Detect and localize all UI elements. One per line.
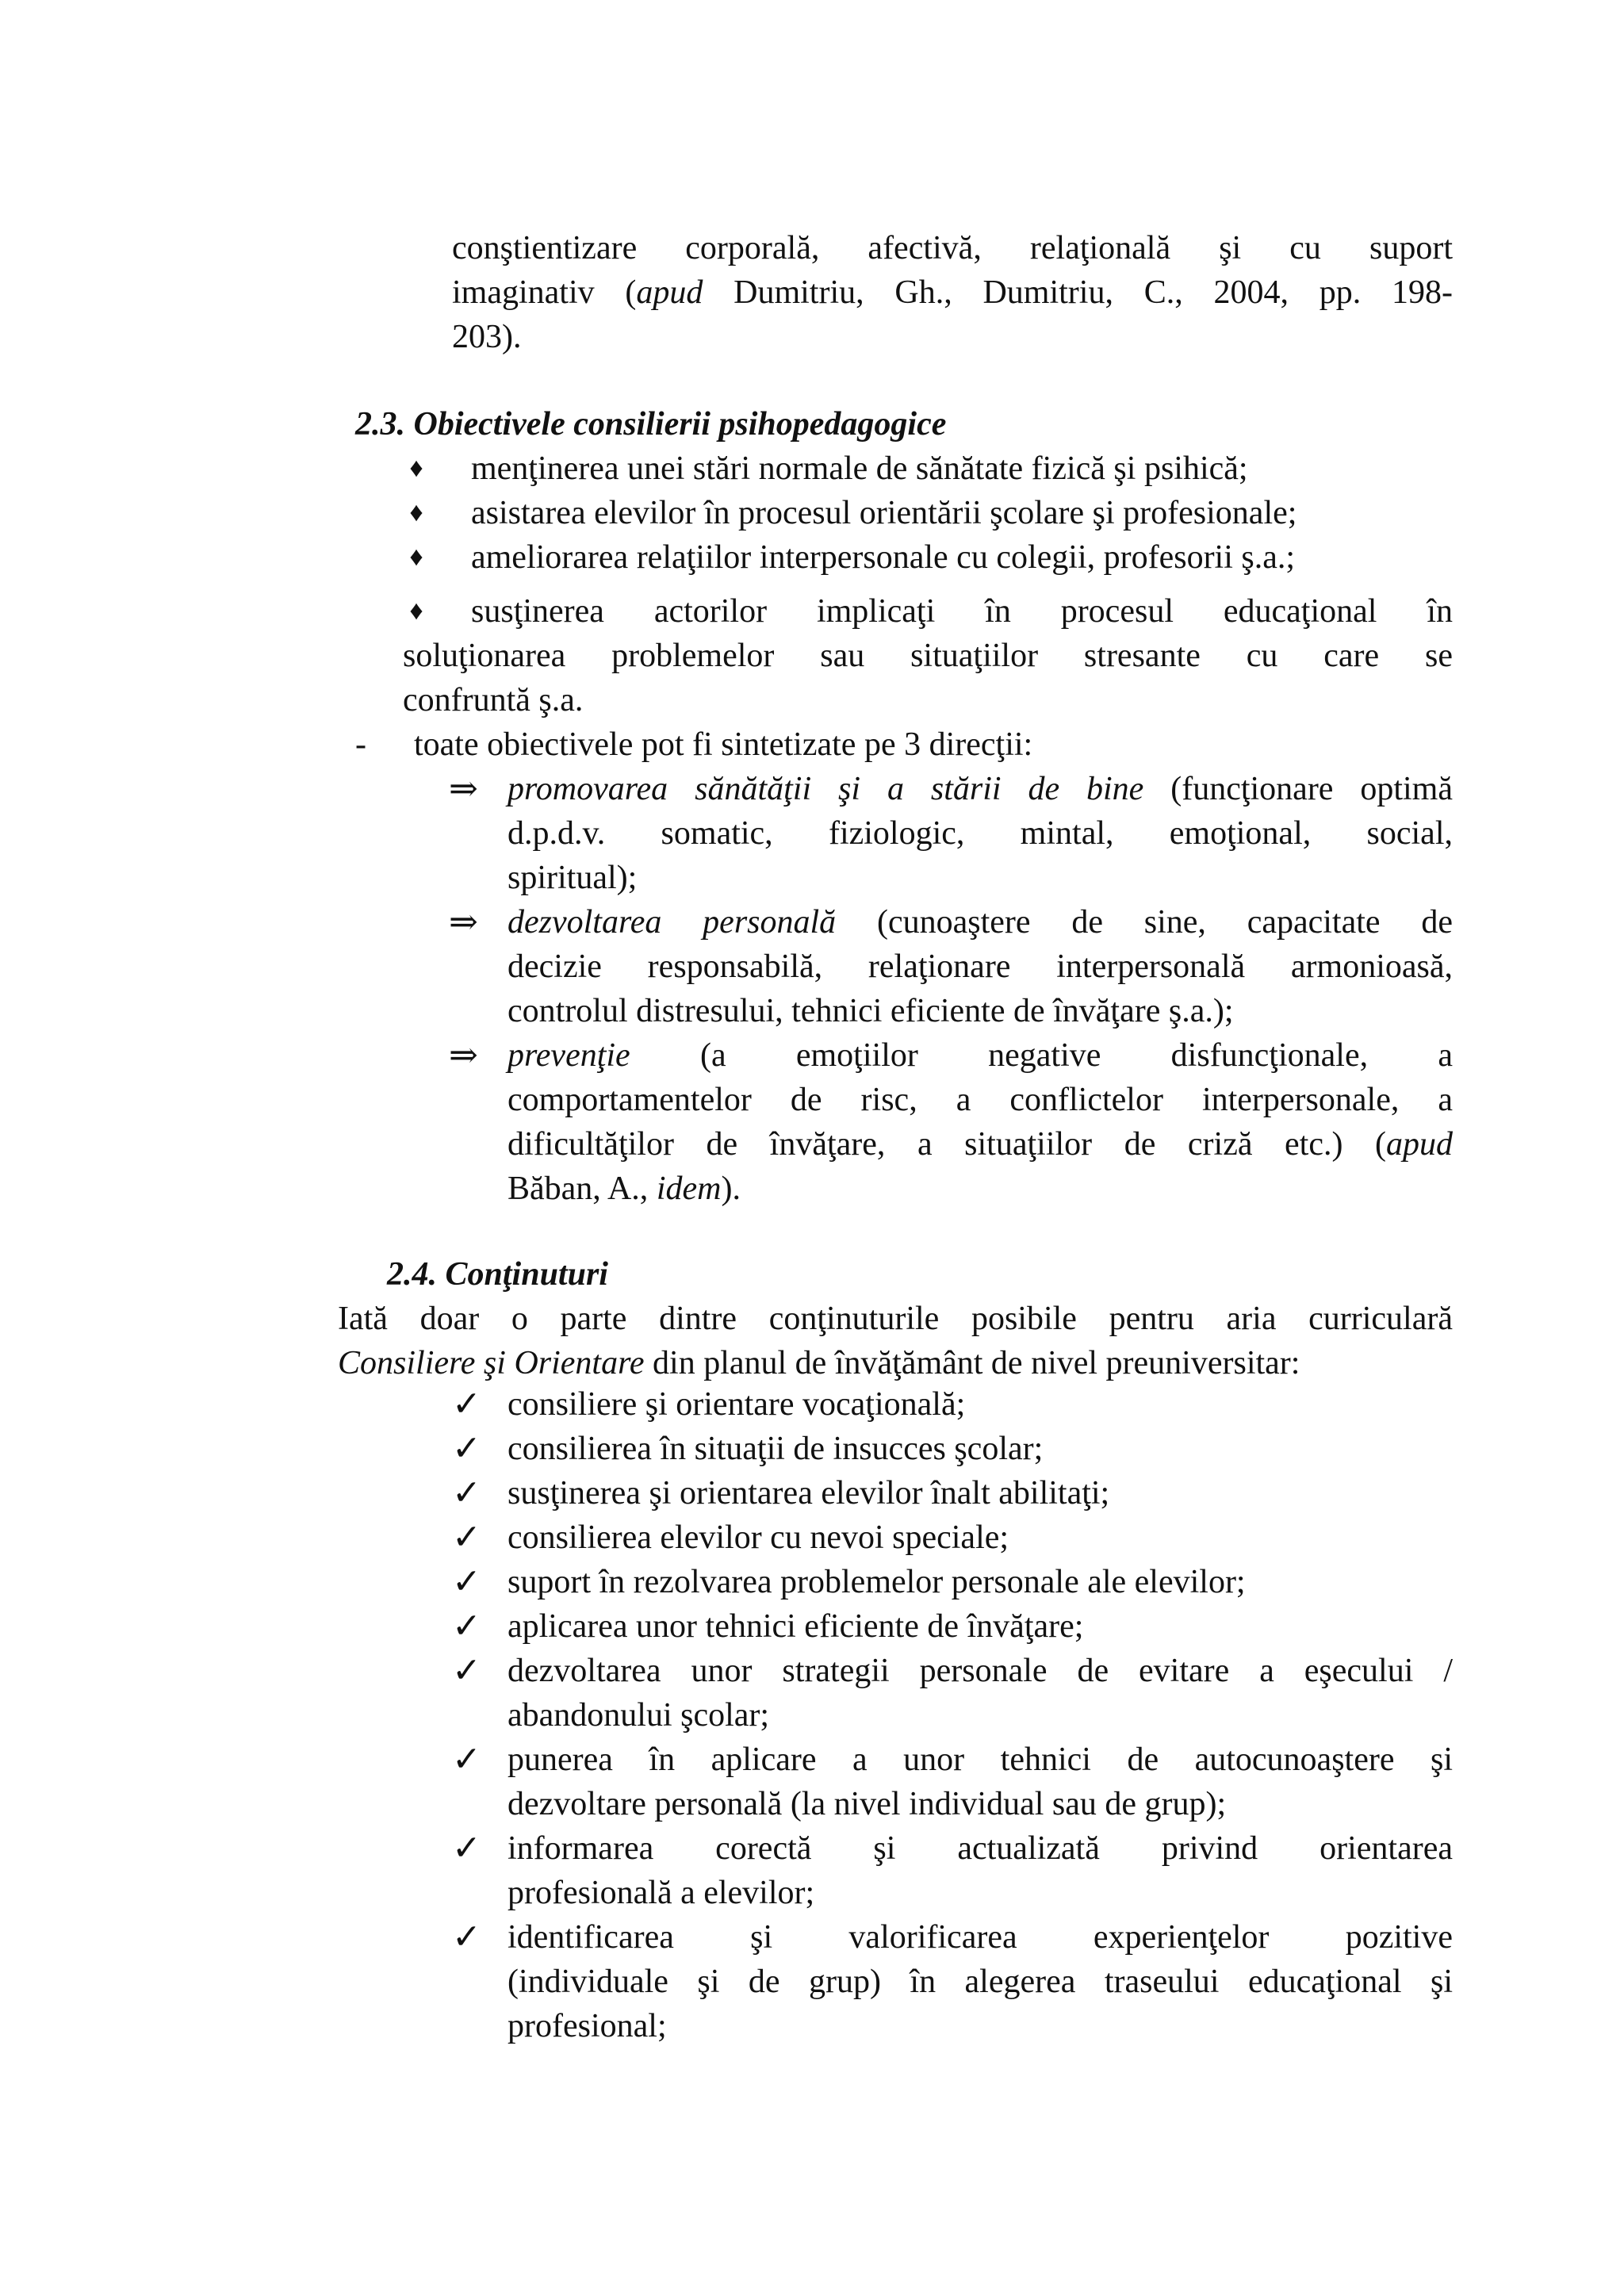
content-item-1: consiliere şi orientare vocaţională; (508, 1386, 966, 1423)
content-item-5: suport în rezolvarea problemelor personale ale elevilor; (508, 1564, 1246, 1600)
content-item-9-line-2: profesională a elevilor; (508, 1875, 815, 1911)
content-item-3: susţinerea şi orientarea elevilor înalt abilitaţi; (508, 1475, 1110, 1511)
diamond-icon: ♦ (409, 542, 423, 572)
contents-intro-line-2: Consiliere şi Orientare din planul de învăţământ de nivel preuniversitar: (338, 1345, 1300, 1381)
direction-1-line-1: promovarea sănătăţii şi a stării de bine (funcţionare optimă (508, 771, 1453, 807)
content-item-7-line-1: dezvoltarea unor strategii personale de evitare a eşecului / (508, 1653, 1453, 1689)
checkmark-icon: ✓ (452, 1473, 481, 1512)
objective-item-4-line-2: soluţionarea problemelor sau situaţiilor stresante cu care se (403, 638, 1453, 674)
direction-3-line-4: Băban, A., idem). (508, 1170, 741, 1207)
checkmark-icon: ✓ (452, 1829, 481, 1868)
content-item-8-line-1: punerea în aplicare a unor tehnici de autocunoaştere şi (508, 1741, 1453, 1778)
checkmark-icon: ✓ (452, 1429, 481, 1468)
direction-2-line-1: dezvoltarea personală (cunoaştere de sine, capacitate de (508, 904, 1453, 941)
directions-intro: toate obiectivele pot fi sintetizate pe 3 direcţii: (414, 726, 1033, 763)
content-item-6: aplicarea unor tehnici eficiente de învăţare; (508, 1608, 1084, 1645)
content-item-10-line-2: (individuale şi de grup) în alegerea traseului educaţional şi (508, 1964, 1453, 2000)
contents-intro-line-1: Iată doar o parte dintre conţinuturile posibile pentru aria curriculară (338, 1301, 1453, 1337)
content-item-4: consilierea elevilor cu nevoi speciale; (508, 1519, 1009, 1556)
objective-item-2: asistarea elevilor în procesul orientării şcolare şi profesionale; (471, 495, 1297, 531)
section-heading-2-3: 2.3. Obiectivele consilierii psihopedagogice (355, 406, 947, 443)
direction-1-line-3: spiritual); (508, 860, 638, 896)
content-item-10-line-3: profesional; (508, 2008, 667, 2044)
content-item-2: consilierea în situaţii de insucces şcolar; (508, 1431, 1044, 1467)
intro-line-1: conştientizare corporală, afectivă, relaţională şi cu suport (452, 230, 1453, 266)
objective-item-3: ameliorarea relaţiilor interpersonale cu colegii, profesorii ş.a.; (471, 539, 1296, 576)
intro-line-3: 203). (452, 319, 522, 355)
checkmark-icon: ✓ (452, 1607, 481, 1646)
diamond-icon: ♦ (409, 596, 423, 626)
objective-item-4-line-3: confruntă ş.a. (403, 682, 584, 718)
section-heading-2-4: 2.4. Conţinuturi (387, 1256, 608, 1293)
objective-item-1: menţinerea unei stări normale de sănătate fizică şi psihică; (471, 450, 1248, 487)
direction-3-line-1: prevenţie (a emoţiilor negative disfuncţionale, a (508, 1037, 1453, 1074)
implies-arrow-icon: ⇒ (449, 902, 478, 941)
diamond-icon: ♦ (409, 498, 423, 527)
content-item-7-line-2: abandonului şcolar; (508, 1697, 770, 1734)
checkmark-icon: ✓ (452, 1740, 481, 1779)
objective-item-4-line-1: susţinerea actorilor implicaţi în procesul educaţional în (471, 593, 1453, 630)
content-item-9-line-1: informarea corectă şi actualizată privind orientarea (508, 1830, 1453, 1867)
direction-3-line-3: dificultăţilor de învăţare, a situaţiilor de criză etc.) (apud (508, 1126, 1453, 1163)
checkmark-icon: ✓ (452, 1918, 481, 1956)
direction-1-line-2: d.p.d.v. somatic, fiziologic, mintal, emoţional, social, (508, 815, 1453, 852)
implies-arrow-icon: ⇒ (449, 1036, 478, 1075)
content-item-10-line-1: identificarea şi valorificarea experienţelor pozitive (508, 1919, 1453, 1956)
checkmark-icon: ✓ (452, 1518, 481, 1557)
checkmark-icon: ✓ (452, 1385, 481, 1423)
content-item-8-line-2: dezvoltare personală (la nivel individual sau de grup); (508, 1786, 1227, 1822)
dash-marker: - (355, 726, 366, 763)
implies-arrow-icon: ⇒ (449, 769, 478, 808)
diamond-icon: ♦ (409, 454, 423, 483)
intro-line-2: imaginativ (apud Dumitriu, Gh., Dumitriu, C., 2004, pp. 198- (452, 274, 1453, 311)
apud-italic: apud (636, 274, 703, 311)
direction-2-line-2: decizie responsabilă, relaţionare interpersonală armonioasă, (508, 948, 1453, 985)
checkmark-icon: ✓ (452, 1651, 481, 1690)
direction-3-line-2: comportamentelor de risc, a conflictelor interpersonale, a (508, 1082, 1453, 1118)
direction-2-line-3: controlul distresului, tehnici eficiente de învăţare ş.a.); (508, 993, 1234, 1029)
checkmark-icon: ✓ (452, 1562, 481, 1601)
